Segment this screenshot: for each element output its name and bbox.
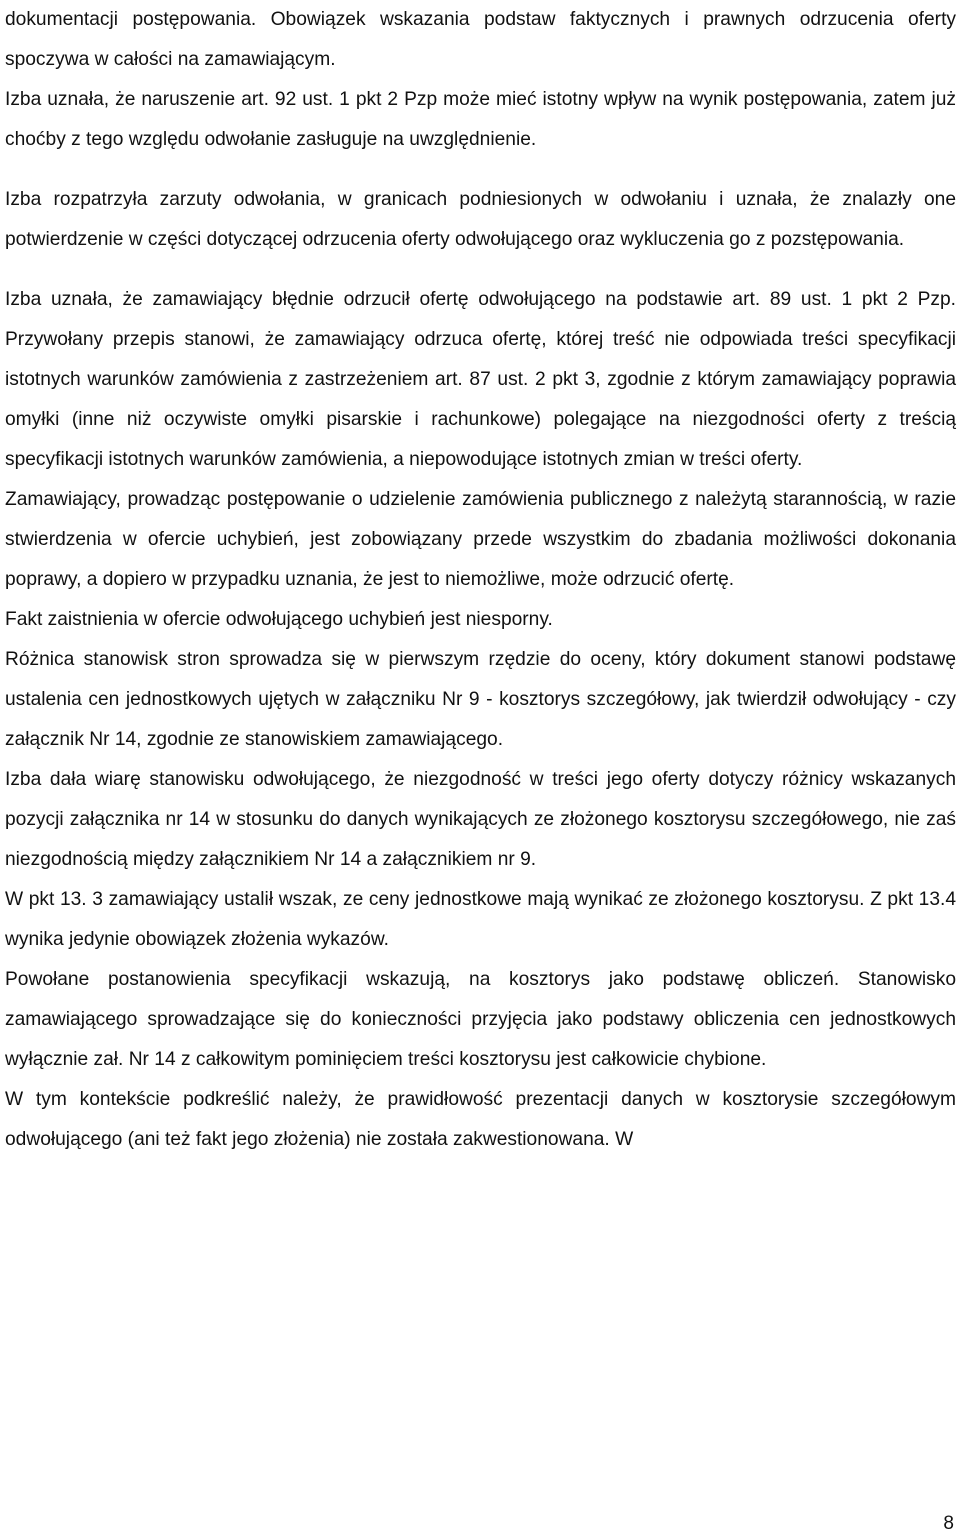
paragraph-3: Izba rozpatrzyła zarzuty odwołania, w granicach podniesionych w odwołaniu i uznała, że znalazły one potwierdzenie w części dotyczącej odrzucenia oferty odwołującego oraz wykluczenia go z pozstępowania. [5, 189, 956, 250]
paragraph-4: Izba uznała, że zamawiający błędnie odrzucił ofertę odwołującego na podstawie art. 89 ust. 1 pkt 2 Pzp. Przywołany przepis stanowi, że zamawiający odrzuca ofertę, której treść nie odpowiada treści specyfikacji istotnych warunków zamówienia z zastrzeżeniem art. 87 ust. 2 pkt 3, zgodnie z którym zamawiający poprawia omyłki (inne niż oczywiste omyłki pisarskie i rachunkowe) polegające na niezgodności oferty z treścią specyfikacji istotnych warunków zamówienia, a niepowodujące istotnych zmian w treści oferty. [5, 289, 956, 470]
paragraph-7: Różnica stanowisk stron sprowadza się w pierwszym rzędzie do oceny, który dokument stanowi podstawę ustalenia cen jednostkowych ujętych w załączniku Nr 9 - kosztorys szczegółowy, jak twierdził odwołujący - czy załącznik Nr 14, zgodnie ze stanowiskiem zamawiającego. [5, 649, 956, 750]
paragraph-6: Fakt zaistnienia w ofercie odwołującego uchybień jest niesporny. [5, 609, 553, 630]
paragraph-1: dokumentacji postępowania. Obowiązek wskazania podstaw faktycznych i prawnych odrzucenia oferty spoczywa w całości na zamawiającym. [5, 9, 956, 70]
paragraph-10: Powołane postanowienia specyfikacji wskazują, na kosztorys jako podstawę obliczeń. Stanowisko zamawiającego sprowadzające się do konieczności przyjęcia jako podstawy obliczenia cen jednostkowych wyłącznie zał. Nr 14 z całkowitym pominięciem treści kosztorysu jest całkowicie chybione. [5, 969, 956, 1070]
paragraph-5: Zamawiający, prowadząc postępowanie o udzielenie zamówienia publicznego z należytą starannością, w razie stwierdzenia w ofercie uchybień, jest zobowiązany przede wszystkim do zbadania możliwości dokonania poprawy, a dopiero w przypadku uznania, że jest to niemożliwe, może odrzucić ofertę. [5, 489, 956, 590]
page-number: 8 [943, 1513, 954, 1534]
paragraph-11: W tym kontekście podkreślić należy, że prawidłowość prezentacji danych w kosztorysie szczegółowym odwołującego (ani też fakt jego złożenia) nie została zakwestionowana. W [5, 1089, 956, 1150]
paragraph-2: Izba uznała, że naruszenie art. 92 ust. 1 pkt 2 Pzp może mieć istotny wpływ na wynik postępowania, zatem już choćby z tego względu odwołanie zasługuje na uwzględnienie. [5, 89, 956, 150]
paragraph-8: Izba dała wiarę stanowisku odwołującego, że niezgodność w treści jego oferty dotyczy różnicy wskazanych pozycji załącznika nr 14 w stosunku do danych wynikających ze złożonego kosztorysu szczegółowego, nie zaś niezgodnością między załącznikiem Nr 14 a załącznikiem nr 9. [5, 769, 956, 870]
paragraph-9: W pkt 13. 3 zamawiający ustalił wszak, ze ceny jednostkowe mają wynikać ze złożonego kosztorysu. Z pkt 13.4 wynika jedynie obowiązek złożenia wykazów. [5, 889, 956, 950]
document-page [5, 0, 956, 1160]
